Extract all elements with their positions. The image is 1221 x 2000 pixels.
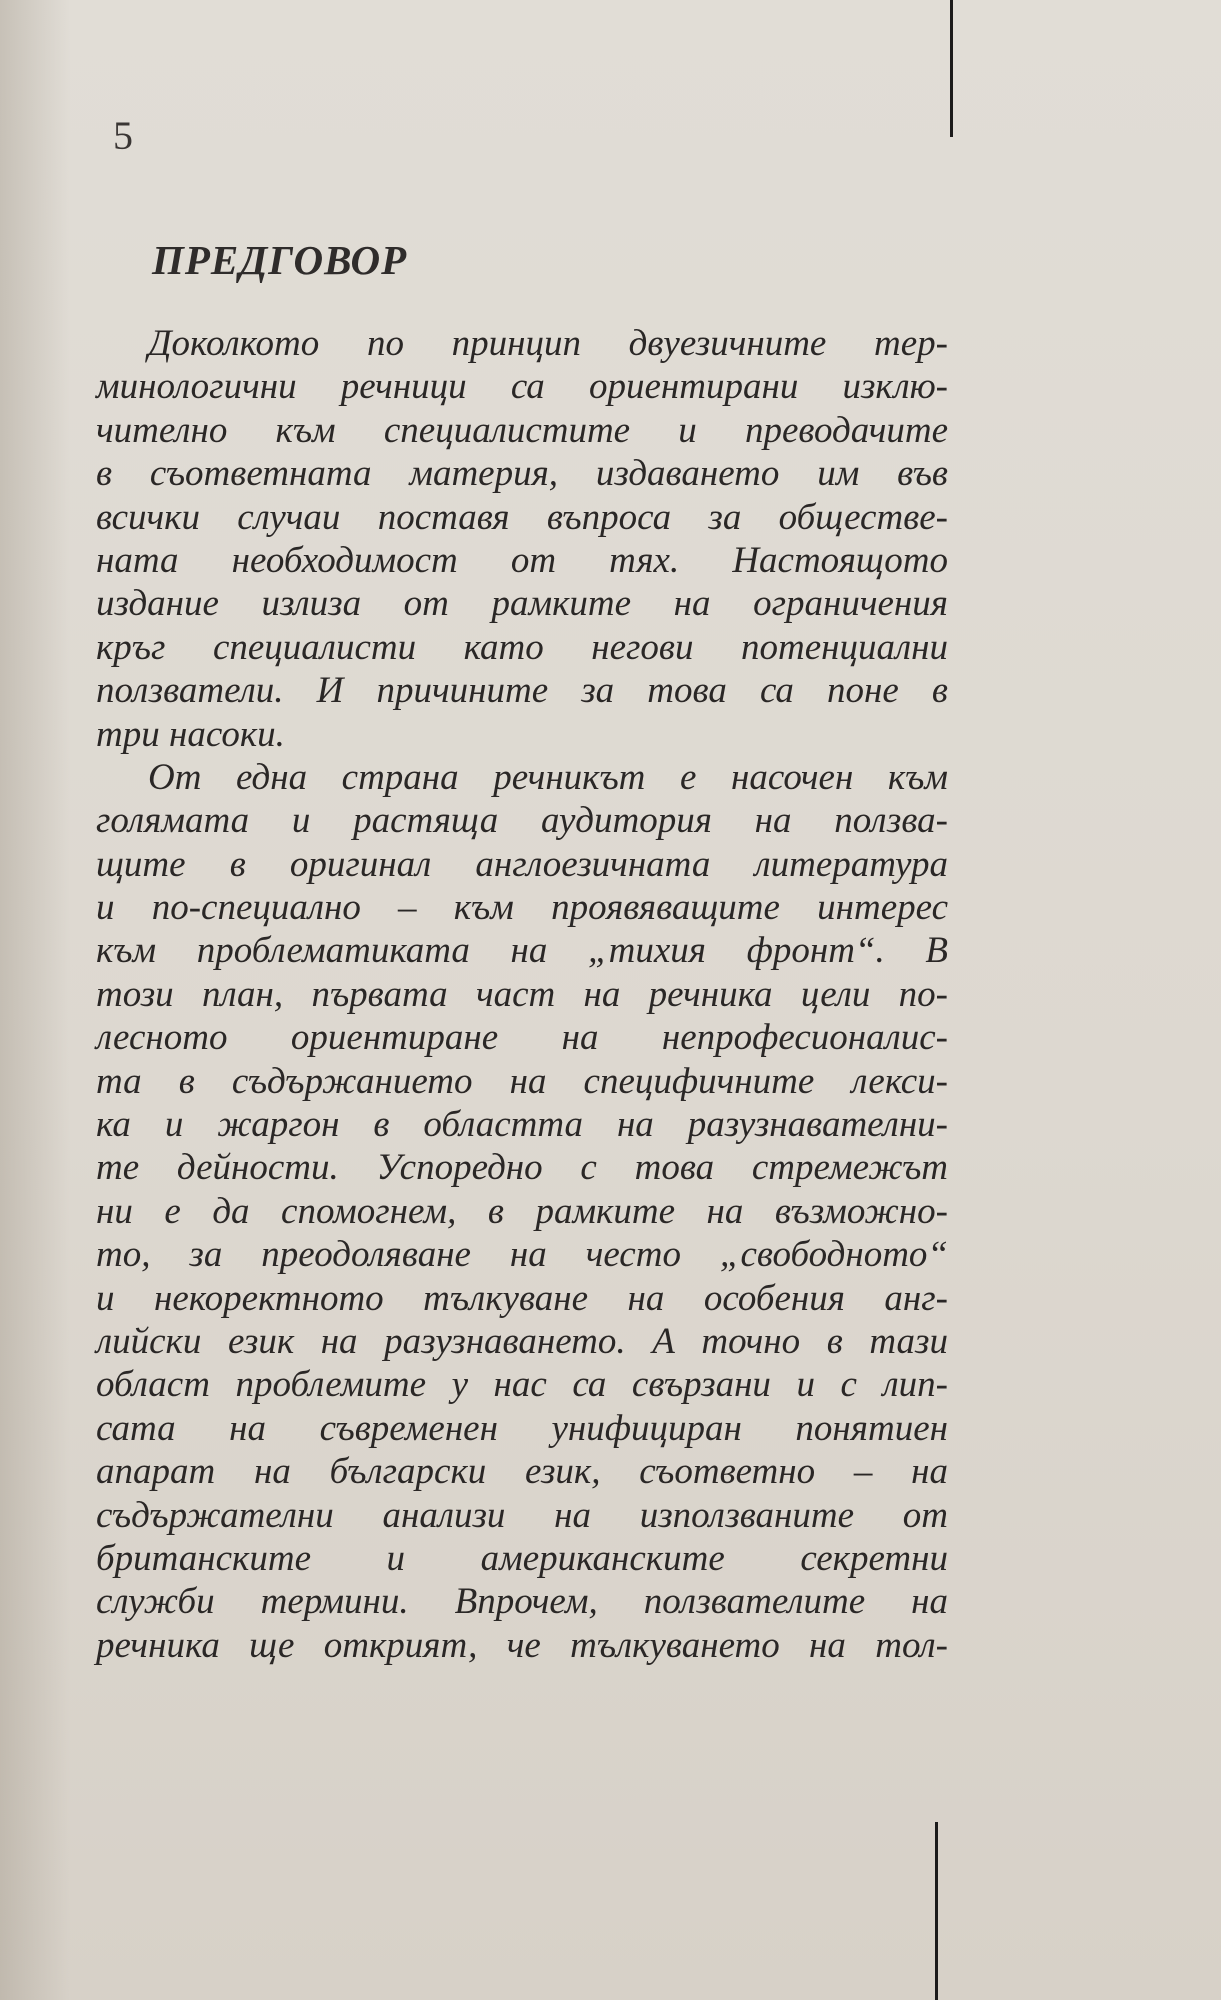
text-line: към проблематиката на „тихия фронт“. В xyxy=(96,930,948,972)
paragraph-2 xyxy=(96,756,948,1667)
text-line: издание излиза от рамките на ограничения xyxy=(96,583,948,625)
text-line: лесното ориентиране на непрофесионалис- xyxy=(96,1017,948,1059)
text-line: голямата и растяща аудитория на ползва- xyxy=(96,800,948,842)
paragraph-1 xyxy=(96,322,948,756)
text-line: и по-специално – към проявяващите интерес xyxy=(96,887,948,929)
text-line: сата на съвременен унифициран понятиен xyxy=(96,1407,948,1449)
text-line: Доколкото по принцип двуезичните тер- xyxy=(148,323,948,364)
text-line: то, за преодоляване на често „свободното“ xyxy=(96,1234,948,1276)
body-text xyxy=(96,322,948,1667)
text-line: лийски език на разузнаването. А точно в тази xyxy=(96,1320,948,1362)
text-line: три насоки. xyxy=(96,713,285,755)
text-line: и некоректното тълкуване на особения анг- xyxy=(96,1277,948,1319)
text-line: те дейности. Успоредно с това стремежът xyxy=(96,1147,948,1189)
text-line: чително към специалистите и преводачите xyxy=(96,409,948,451)
page-title: ПРЕДГОВОР xyxy=(152,237,408,283)
text-line: ка и жаргон в областта на разузнавателни- xyxy=(96,1104,948,1146)
text-line: От една страна речникът е насочен към xyxy=(148,756,948,798)
crop-mark-bottom xyxy=(935,1822,938,2000)
text-line: речника ще открият, че тълкуването на тол- xyxy=(96,1624,948,1666)
text-line: област проблемите у нас са свързани и с лип- xyxy=(96,1364,948,1406)
text-line: та в съдържанието на специфичните лекси- xyxy=(96,1060,948,1102)
text-line: щите в оригинал англоезичната литература xyxy=(96,843,948,885)
text-line: ползватели. И причините за това са поне в xyxy=(96,670,948,712)
text-line: апарат на български език, съответно – на xyxy=(96,1451,948,1493)
text-line: всички случаи поставя въпроса за обществе- xyxy=(96,496,948,538)
page-number: 5 xyxy=(113,113,133,158)
text-line: ната необходимост от тях. Настоящото xyxy=(96,539,948,581)
text-line: ни е да спомогнем, в рамките на възможно- xyxy=(96,1190,948,1232)
text-line: служби термини. Впрочем, ползвателите на xyxy=(96,1581,948,1623)
text-line: този план, първата част на речника цели по- xyxy=(96,973,948,1015)
text-line: кръг специалисти като негови потенциални xyxy=(96,626,948,668)
text-line: съдържателни анализи на използваните от xyxy=(96,1494,948,1536)
text-line: британските и американските секретни xyxy=(96,1537,948,1579)
crop-mark-top xyxy=(950,0,953,137)
text-line: минологични речници са ориентирани изклю- xyxy=(96,366,948,408)
text-line: в съответната материя, издаването им във xyxy=(96,453,948,495)
